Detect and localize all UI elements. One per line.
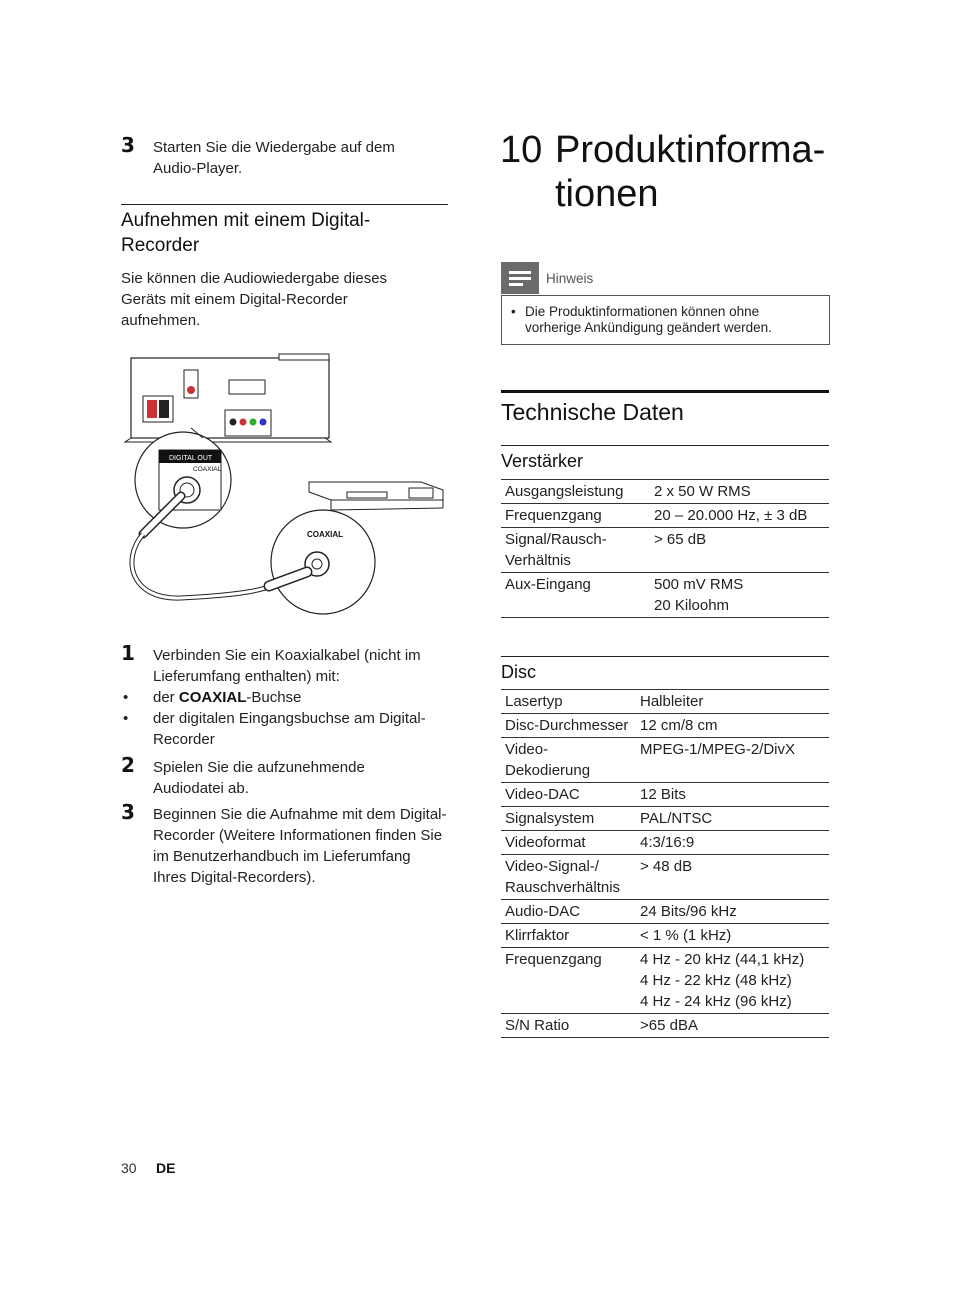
- note-icon: [501, 262, 539, 294]
- chapter-title: [555, 128, 825, 216]
- spec-label: Signalsystem: [505, 810, 595, 827]
- spec-value: Halbleiter: [640, 693, 704, 710]
- bullet-item: • der COAXIAL-Buchse: [121, 687, 445, 708]
- spec-row: [501, 1014, 829, 1038]
- spec-row: [501, 690, 829, 714]
- spec-label: Signal/Rausch-Verhältnis: [505, 531, 607, 569]
- spec-row: [501, 783, 829, 807]
- disc-divider: [501, 656, 829, 657]
- note-list: [509, 304, 809, 336]
- step-text: [153, 645, 445, 750]
- spec-value: 12 cm/8 cm: [640, 717, 718, 734]
- disc-spec-table: [501, 689, 829, 1038]
- connection-diagram: [121, 350, 451, 620]
- spec-label: S/N Ratio: [505, 1017, 570, 1034]
- spec-row: [501, 900, 829, 924]
- amp-title: Verstärker: [501, 451, 584, 471]
- spec-row: [501, 528, 829, 573]
- step-text: Spielen Sie die aufzunehmende Audiodatei ab.: [153, 759, 365, 797]
- spec-label: Ausgangsleistung: [505, 483, 624, 500]
- spec-label: Video-Dekodierung: [505, 741, 591, 779]
- disc-title: Disc: [501, 662, 536, 682]
- spec-row: [501, 855, 829, 900]
- section-intro: Sie können die Audiowiedergabe dieses Geräts mit einem Digital-Recorder aufnehmen.: [121, 270, 388, 329]
- spec-label: Frequenzgang: [505, 951, 602, 968]
- spec-row: [501, 738, 829, 783]
- spec-value: >65 dBA: [640, 1017, 698, 1034]
- spec-label: Frequenzgang: [505, 507, 602, 524]
- spec-value: < 1 % (1 kHz): [640, 927, 732, 944]
- step-1-text: Verbinden Sie ein Koaxialkabel (nicht im Lieferumfang enthalten) mit:: [153, 647, 421, 685]
- section-title-line2: Recorder: [121, 235, 200, 256]
- spec-value: 500 mV RMS 20 Kiloohm: [654, 576, 744, 614]
- spec-value: 20 – 20.000 Hz, ± 3 dB: [654, 507, 808, 524]
- spec-row: [501, 924, 829, 948]
- note-text: • Die Produktinformationen können ohne vorherige Ankündigung geändert werden.: [509, 304, 809, 336]
- section-divider: [121, 204, 448, 205]
- spec-label: Lasertyp: [505, 693, 563, 710]
- bullet-item: • der digitalen Eingangsbuchse am Digital-Recorder: [121, 708, 445, 750]
- spec-row: [501, 573, 829, 618]
- coaxial-small-label: COAXIAL: [193, 466, 222, 473]
- page-number: 30: [121, 1160, 137, 1176]
- section-title-line1: Aufnehmen mit einem Digital-: [121, 210, 371, 231]
- spec-value: MPEG-1/MPEG-2/DivX: [640, 741, 796, 758]
- spec-label: Video-Signal-/ Rauschverhältnis: [505, 858, 621, 896]
- digital-out-label: DIGITAL OUT: [169, 455, 213, 462]
- chapter-number: 10: [500, 129, 543, 171]
- spec-value: PAL/NTSC: [640, 810, 713, 827]
- chapter-title-line1: Produktinforma-: [555, 129, 826, 171]
- spec-row: [501, 807, 829, 831]
- spec-label: Klirrfaktor: [505, 927, 570, 944]
- spec-row: [501, 831, 829, 855]
- coaxial-big-label: COAXIAL: [307, 530, 343, 539]
- chapter-title-line2: tionen: [555, 173, 659, 215]
- spec-label: Video-DAC: [505, 786, 580, 803]
- language-code: DE: [156, 1160, 176, 1176]
- step-1-bullets: [121, 687, 445, 750]
- spec-value: 4 Hz - 20 kHz (44,1 kHz) 4 Hz - 22 kHz (48 kHz) 4 Hz - 24 kHz (96 kHz): [640, 951, 805, 1010]
- spec-label: Videoformat: [505, 834, 586, 851]
- tech-title: Technische Daten: [501, 399, 684, 425]
- step-text: Beginnen Sie die Aufnahme mit dem Digital-Recorder (Weitere Informationen finden Sie im Benutzerhandbuch im Lieferumfang Ihres Digital-Recorders).: [153, 806, 447, 886]
- step-number: 2: [121, 753, 135, 777]
- spec-row: [501, 480, 829, 504]
- spec-value: 4:3/16:9: [640, 834, 695, 851]
- step-number: 1: [121, 641, 135, 665]
- spec-value: > 65 dB: [654, 531, 707, 548]
- spec-row: [501, 504, 829, 528]
- spec-value: 12 Bits: [640, 786, 686, 803]
- amp-spec-table: [501, 479, 829, 618]
- spec-value: > 48 dB: [640, 858, 693, 875]
- spec-value: 24 Bits/96 kHz: [640, 903, 737, 920]
- step-number: 3: [121, 133, 135, 157]
- spec-label: Aux-Eingang: [505, 576, 591, 593]
- note-label: Hinweis: [546, 271, 594, 286]
- spec-label: Audio-DAC: [505, 903, 581, 920]
- spec-label: Disc-Durchmesser: [505, 717, 629, 734]
- tech-divider: [501, 390, 829, 393]
- section-title: [121, 208, 370, 258]
- spec-value: 2 x 50 W RMS: [654, 483, 751, 500]
- step-number: 3: [121, 800, 135, 824]
- spec-row: [501, 948, 829, 1014]
- amp-divider: [501, 445, 829, 446]
- step-text: Starten Sie die Wiedergabe auf dem Audio-Player.: [153, 139, 395, 177]
- spec-row: [501, 714, 829, 738]
- coaxial-term: COAXIAL: [178, 689, 247, 706]
